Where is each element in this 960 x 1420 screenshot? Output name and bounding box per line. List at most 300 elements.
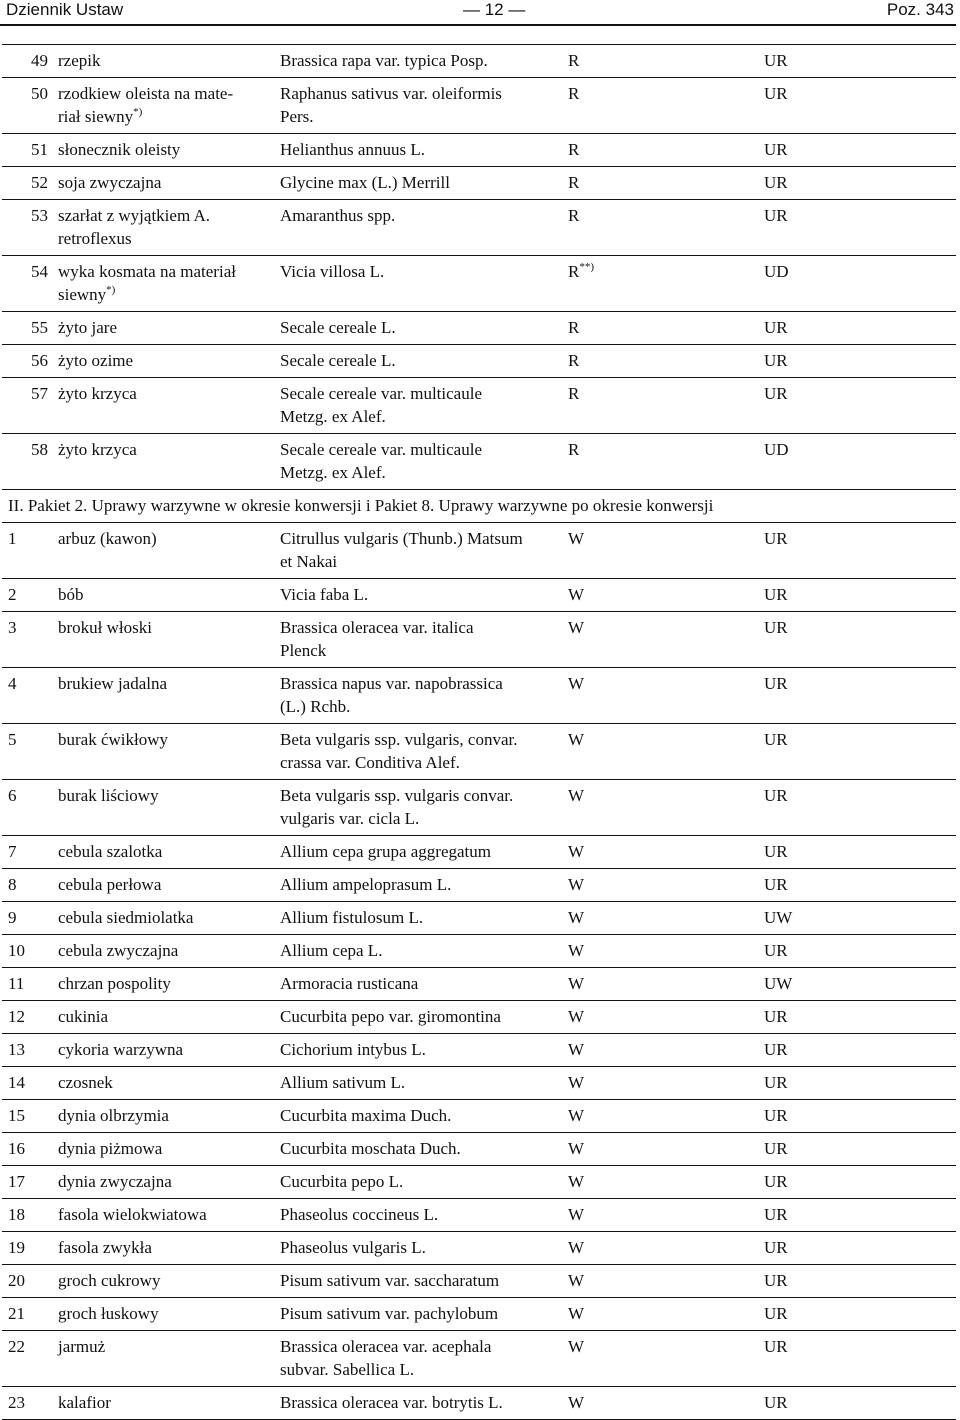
row-number (2, 134, 58, 167)
category-code (568, 1331, 764, 1387)
table-row (2, 45, 956, 78)
row-number (2, 256, 58, 312)
category-code-text: W (568, 585, 585, 604)
species-name-text: chrzan pospolity (58, 974, 171, 993)
cultivation-code (764, 167, 956, 200)
cultivation-code-text: UR (764, 618, 788, 637)
species-name-text: dynia zwyczajna (58, 1172, 172, 1191)
latin-name-text: Raphanus sativus var. oleiformis Pers. (280, 84, 502, 126)
category-code (568, 724, 764, 780)
row-number-text: 22 (8, 1337, 25, 1356)
category-code (568, 1067, 764, 1100)
cultivation-code (764, 579, 956, 612)
cultivation-code (764, 1067, 956, 1100)
species-name (58, 724, 280, 780)
category-code (568, 579, 764, 612)
row-number (2, 1133, 58, 1166)
cultivation-code (764, 935, 956, 968)
latin-name (280, 1298, 568, 1331)
cultivation-code (764, 256, 956, 312)
species-name (58, 345, 280, 378)
species-name (58, 1100, 280, 1133)
cultivation-code (764, 1387, 956, 1420)
row-number (2, 724, 58, 780)
category-code (568, 256, 764, 312)
latin-name-text: Secale cereale L. (280, 351, 396, 370)
row-number-text: 2 (8, 585, 17, 604)
latin-name (280, 134, 568, 167)
category-code (568, 935, 764, 968)
cultivation-code (764, 78, 956, 134)
species-name-text: wyka kosmata na materiał siewny (58, 262, 236, 304)
row-number-text: 12 (8, 1007, 25, 1026)
cultivation-code (764, 902, 956, 935)
row-number (2, 45, 58, 78)
species-name-text: cukinia (58, 1007, 109, 1026)
latin-name (280, 968, 568, 1001)
category-code-text: R (568, 84, 580, 103)
category-code (568, 1298, 764, 1331)
category-code-text: W (568, 974, 585, 993)
species-name-text: żyto ozime (58, 351, 134, 370)
category-code-text: R (568, 173, 580, 192)
category-code (568, 345, 764, 378)
row-number-text: 54 (31, 262, 48, 281)
latin-name (280, 78, 568, 134)
latin-name-text: Brassica oleracea var. acephala subvar. Sabellica L. (280, 1337, 492, 1379)
category-code-text: W (568, 875, 585, 894)
category-code-text: R (568, 351, 580, 370)
latin-name-text: Secale cereale var. multicaule Metzg. ex Alef. (280, 384, 482, 426)
latin-name (280, 935, 568, 968)
table-row (2, 1100, 956, 1133)
category-code (568, 1001, 764, 1034)
row-number (2, 579, 58, 612)
cultivation-code (764, 836, 956, 869)
species-name (58, 312, 280, 345)
latin-name-text: Cichorium intybus L. (280, 1040, 426, 1059)
row-number (2, 1232, 58, 1265)
category-code-text: W (568, 842, 585, 861)
table-row (2, 1298, 956, 1331)
species-name (58, 612, 280, 668)
table-row (2, 1034, 956, 1067)
latin-name-text: Brassica napus var. napobrassica (L.) Rchb. (280, 674, 503, 716)
row-number-text: 53 (31, 206, 48, 225)
latin-name-text: Secale cereale var. multicaule Metzg. ex Alef. (280, 440, 482, 482)
latin-name-text: Brassica oleracea var. botrytis L. (280, 1393, 503, 1412)
cultivation-code (764, 612, 956, 668)
cultivation-code (764, 724, 956, 780)
latin-name (280, 836, 568, 869)
row-number (2, 1199, 58, 1232)
cultivation-code (764, 312, 956, 345)
species-name-text: burak ćwikłowy (58, 730, 169, 749)
latin-name (280, 1199, 568, 1232)
category-code-text: W (568, 1106, 585, 1125)
species-name-text: groch łuskowy (58, 1304, 159, 1323)
table-row (2, 345, 956, 378)
row-number (2, 312, 58, 345)
latin-name (280, 780, 568, 836)
row-number (2, 167, 58, 200)
row-number (2, 434, 58, 490)
category-code (568, 378, 764, 434)
row-number-text: 55 (31, 318, 48, 337)
category-code-text: W (568, 1271, 585, 1290)
row-number-text: 8 (8, 875, 17, 894)
cultivation-code-text: UR (764, 84, 788, 103)
latin-name (280, 200, 568, 256)
row-number (2, 968, 58, 1001)
species-name (58, 200, 280, 256)
latin-name (280, 579, 568, 612)
species-name (58, 780, 280, 836)
cultivation-code (764, 1298, 956, 1331)
cultivation-code-text: UR (764, 1205, 788, 1224)
category-code-text: R (568, 206, 580, 225)
category-code-text: W (568, 908, 585, 927)
cultivation-code (764, 45, 956, 78)
row-number-text: 5 (8, 730, 17, 749)
row-number-text: 56 (31, 351, 48, 370)
row-number-text: 10 (8, 941, 25, 960)
species-name (58, 434, 280, 490)
cultivation-code (764, 1232, 956, 1265)
row-number (2, 78, 58, 134)
table-row (2, 724, 956, 780)
row-number-text: 50 (31, 84, 48, 103)
cultivation-code (764, 523, 956, 579)
table-row (2, 256, 956, 312)
latin-name (280, 869, 568, 902)
table-row (2, 869, 956, 902)
species-name-text: jarmuż (58, 1337, 106, 1356)
category-code (568, 869, 764, 902)
category-code (568, 78, 764, 134)
row-number-text: 7 (8, 842, 17, 861)
latin-name (280, 45, 568, 78)
section-heading-body (2, 490, 956, 523)
species-name (58, 1067, 280, 1100)
latin-name-text: Cucurbita pepo L. (280, 1172, 404, 1191)
category-code-text: W (568, 941, 585, 960)
cultivation-code (764, 1001, 956, 1034)
category-code (568, 1034, 764, 1067)
row-number-text: 21 (8, 1304, 25, 1323)
cultivation-code-text: UR (764, 318, 788, 337)
latin-name-text: Allium fistulosum L. (280, 908, 424, 927)
table-row (2, 1265, 956, 1298)
cultivation-code-text: UR (764, 1106, 788, 1125)
latin-name (280, 378, 568, 434)
species-name-text: żyto jare (58, 318, 117, 337)
latin-name (280, 1034, 568, 1067)
row-number (2, 1034, 58, 1067)
page-number: — 12 — (463, 0, 526, 19)
latin-name-text: Brassica oleracea var. italica Plenck (280, 618, 474, 660)
cultivation-code (764, 968, 956, 1001)
row-number-text: 14 (8, 1073, 25, 1092)
table-row (2, 612, 956, 668)
species-name (58, 836, 280, 869)
species-name-text: bób (58, 585, 84, 604)
cultivation-code-text: UD (764, 440, 789, 459)
cultivation-code-text: UR (764, 674, 788, 693)
species-table (2, 44, 956, 1420)
category-code-text: R (568, 140, 580, 159)
category-code (568, 612, 764, 668)
category-code-text: W (568, 1393, 585, 1412)
latin-name-text: Beta vulgaris ssp. vulgaris convar. vulgaris var. cicla L. (280, 786, 514, 828)
species-name (58, 968, 280, 1001)
row-number-text: 49 (31, 51, 48, 70)
cultivation-code (764, 1166, 956, 1199)
category-code-text: W (568, 730, 585, 749)
row-number-text: 1 (8, 529, 17, 548)
table-row (2, 836, 956, 869)
species-name (58, 935, 280, 968)
latin-name-text: Glycine max (L.) Merrill (280, 173, 450, 192)
latin-name-text: Pisum sativum var. saccharatum (280, 1271, 500, 1290)
category-code-text: R (568, 51, 580, 70)
species-name-text: szarłat z wyjątkiem A. retroflexus (58, 206, 211, 248)
species-name-text: żyto krzyca (58, 384, 137, 403)
row-number-text: 9 (8, 908, 17, 927)
species-name-text: arbuz (kawon) (58, 529, 157, 548)
cultivation-code-text: UR (764, 1073, 788, 1092)
latin-name-text: Phaseolus vulgaris L. (280, 1238, 426, 1257)
latin-name-text: Helianthus annuus L. (280, 140, 425, 159)
row-number (2, 200, 58, 256)
latin-name-text: Cucurbita maxima Duch. (280, 1106, 452, 1125)
latin-name (280, 1331, 568, 1387)
latin-name-text: Amaranthus spp. (280, 206, 396, 225)
category-code (568, 780, 764, 836)
category-code-text: W (568, 1304, 585, 1323)
species-name (58, 78, 280, 134)
latin-name (280, 1100, 568, 1133)
latin-name-text: Brassica rapa var. typica Posp. (280, 51, 488, 70)
category-code (568, 434, 764, 490)
latin-name (280, 167, 568, 200)
cultivation-code (764, 378, 956, 434)
category-code (568, 134, 764, 167)
row-number-text: 18 (8, 1205, 25, 1224)
row-number-text: 3 (8, 618, 17, 637)
species-name (58, 579, 280, 612)
category-code (568, 902, 764, 935)
cultivation-code-text: UW (764, 908, 793, 927)
species-name (58, 1387, 280, 1420)
table-row (2, 378, 956, 434)
row-number-text: 19 (8, 1238, 25, 1257)
species-name (58, 45, 280, 78)
row-number-text: 20 (8, 1271, 25, 1290)
table-row (2, 579, 956, 612)
cultivation-code-text: UD (764, 262, 789, 281)
species-name-text: brokuł włoski (58, 618, 152, 637)
latin-name (280, 345, 568, 378)
latin-name-text: Allium cepa grupa aggregatum (280, 842, 492, 861)
category-code (568, 1265, 764, 1298)
cultivation-code-text: UR (764, 1337, 788, 1356)
cultivation-code-text: UR (764, 1139, 788, 1158)
table-row (2, 1387, 956, 1420)
table-row (2, 434, 956, 490)
row-number (2, 836, 58, 869)
category-code (568, 45, 764, 78)
category-code (568, 836, 764, 869)
latin-name-text: Armoracia rusticana (280, 974, 419, 993)
table-row (2, 312, 956, 345)
row-number (2, 1067, 58, 1100)
species-name (58, 378, 280, 434)
cultivation-code-text: UR (764, 351, 788, 370)
row-number-text: 11 (8, 974, 25, 993)
cultivation-code (764, 134, 956, 167)
species-name (58, 902, 280, 935)
table-row (2, 968, 956, 1001)
latin-name (280, 434, 568, 490)
latin-name (280, 1232, 568, 1265)
category-code-text: W (568, 1337, 585, 1356)
latin-name (280, 668, 568, 724)
row-number-text: 15 (8, 1106, 25, 1125)
category-code-text: W (568, 618, 585, 637)
cultivation-code (764, 780, 956, 836)
category-code (568, 668, 764, 724)
table-row (2, 167, 956, 200)
latin-name-text: Allium ampeloprasum L. (280, 875, 452, 894)
latin-name (280, 1265, 568, 1298)
species-name-footnote-marker: *) (106, 284, 116, 296)
table-row (2, 134, 956, 167)
position-number: Poz. 343 (886, 0, 954, 19)
latin-name-text: Allium sativum L. (280, 1073, 406, 1092)
category-code (568, 1232, 764, 1265)
table-row (2, 780, 956, 836)
species-name-text: dynia olbrzymia (58, 1106, 169, 1125)
category-code (568, 200, 764, 256)
row-number-text: 51 (31, 140, 48, 159)
species-name-text: cebula szalotka (58, 842, 163, 861)
row-number (2, 869, 58, 902)
cultivation-code-text: UR (764, 173, 788, 192)
row-number (2, 1100, 58, 1133)
row-number (2, 902, 58, 935)
row-number (2, 612, 58, 668)
category-code-text: R (568, 384, 580, 403)
species-name-text: dynia piżmowa (58, 1139, 163, 1158)
species-name-text: kalafior (58, 1393, 111, 1412)
cultivation-code-text: UR (764, 585, 788, 604)
category-code-text: W (568, 1007, 585, 1026)
table-row (2, 1199, 956, 1232)
row-number (2, 1001, 58, 1034)
cultivation-code-text: UR (764, 206, 788, 225)
row-number-text: 6 (8, 786, 17, 805)
cultivation-code (764, 1199, 956, 1232)
cultivation-code-text: UR (764, 875, 788, 894)
cultivation-code (764, 869, 956, 902)
species-name (58, 1298, 280, 1331)
row-number (2, 935, 58, 968)
row-number (2, 1331, 58, 1387)
cultivation-code-text: UR (764, 1271, 788, 1290)
species-name-text: słonecznik oleisty (58, 140, 181, 159)
cultivation-code-text: UR (764, 941, 788, 960)
latin-name (280, 1067, 568, 1100)
latin-name-text: Beta vulgaris ssp. vulgaris, convar. crassa var. Conditiva Alef. (280, 730, 518, 772)
cultivation-code-text: UR (764, 51, 788, 70)
journal-title: Dziennik Ustaw (6, 0, 124, 19)
latin-name (280, 312, 568, 345)
species-name (58, 1001, 280, 1034)
row-number (2, 1166, 58, 1199)
species-name (58, 1331, 280, 1387)
species-name-text: fasola wielokwiatowa (58, 1205, 207, 1224)
latin-name-text: Cucurbita moschata Duch. (280, 1139, 461, 1158)
category-code-text: W (568, 529, 585, 548)
page-header (0, 0, 960, 24)
latin-name-text: Citrullus vulgaris (Thunb.) Matsum et Nakai (280, 529, 523, 571)
row-number (2, 1387, 58, 1420)
latin-name-text: Secale cereale L. (280, 318, 396, 337)
table-row (2, 523, 956, 579)
species-name (58, 1232, 280, 1265)
species-name-text: cebula perłowa (58, 875, 162, 894)
table-row (2, 1133, 956, 1166)
table-row (2, 902, 956, 935)
species-name (58, 869, 280, 902)
latin-name (280, 1387, 568, 1420)
species-name-footnote-marker: *) (133, 106, 143, 118)
species-name (58, 167, 280, 200)
latin-name (280, 612, 568, 668)
latin-name-text: Allium cepa L. (280, 941, 383, 960)
category-code-text: W (568, 674, 585, 693)
species-name-text: czosnek (58, 1073, 113, 1092)
latin-name (280, 1001, 568, 1034)
cultivation-code (764, 345, 956, 378)
species-name-text: cebula siedmiolatka (58, 908, 194, 927)
latin-name (280, 724, 568, 780)
latin-name-text: Pisum sativum var. pachylobum (280, 1304, 499, 1323)
species-name-text: rzodkiew oleista na mate- riał siewny (58, 84, 234, 126)
cultivation-code-text: UW (764, 974, 793, 993)
species-name-text: cykoria warzywna (58, 1040, 184, 1059)
category-code (568, 167, 764, 200)
cultivation-code (764, 1100, 956, 1133)
latin-name (280, 256, 568, 312)
section-heading: II. Pakiet 2. Uprawy warzywne w okresie konwersji i Pakiet 8. Uprawy warzywne po okresie konwersji (2, 490, 956, 523)
species-name-text: rzepik (58, 51, 101, 70)
category-code (568, 523, 764, 579)
cultivation-code-text: UR (764, 384, 788, 403)
row-number (2, 378, 58, 434)
species-name (58, 256, 280, 312)
cultivation-code (764, 434, 956, 490)
cultivation-code-text: UR (764, 842, 788, 861)
table-row (2, 935, 956, 968)
table-row (2, 1001, 956, 1034)
cultivation-code-text: UR (764, 1393, 788, 1412)
cultivation-code-text: UR (764, 1172, 788, 1191)
cultivation-code-text: UR (764, 1007, 788, 1026)
category-code-text: W (568, 1040, 585, 1059)
cultivation-code (764, 1331, 956, 1387)
